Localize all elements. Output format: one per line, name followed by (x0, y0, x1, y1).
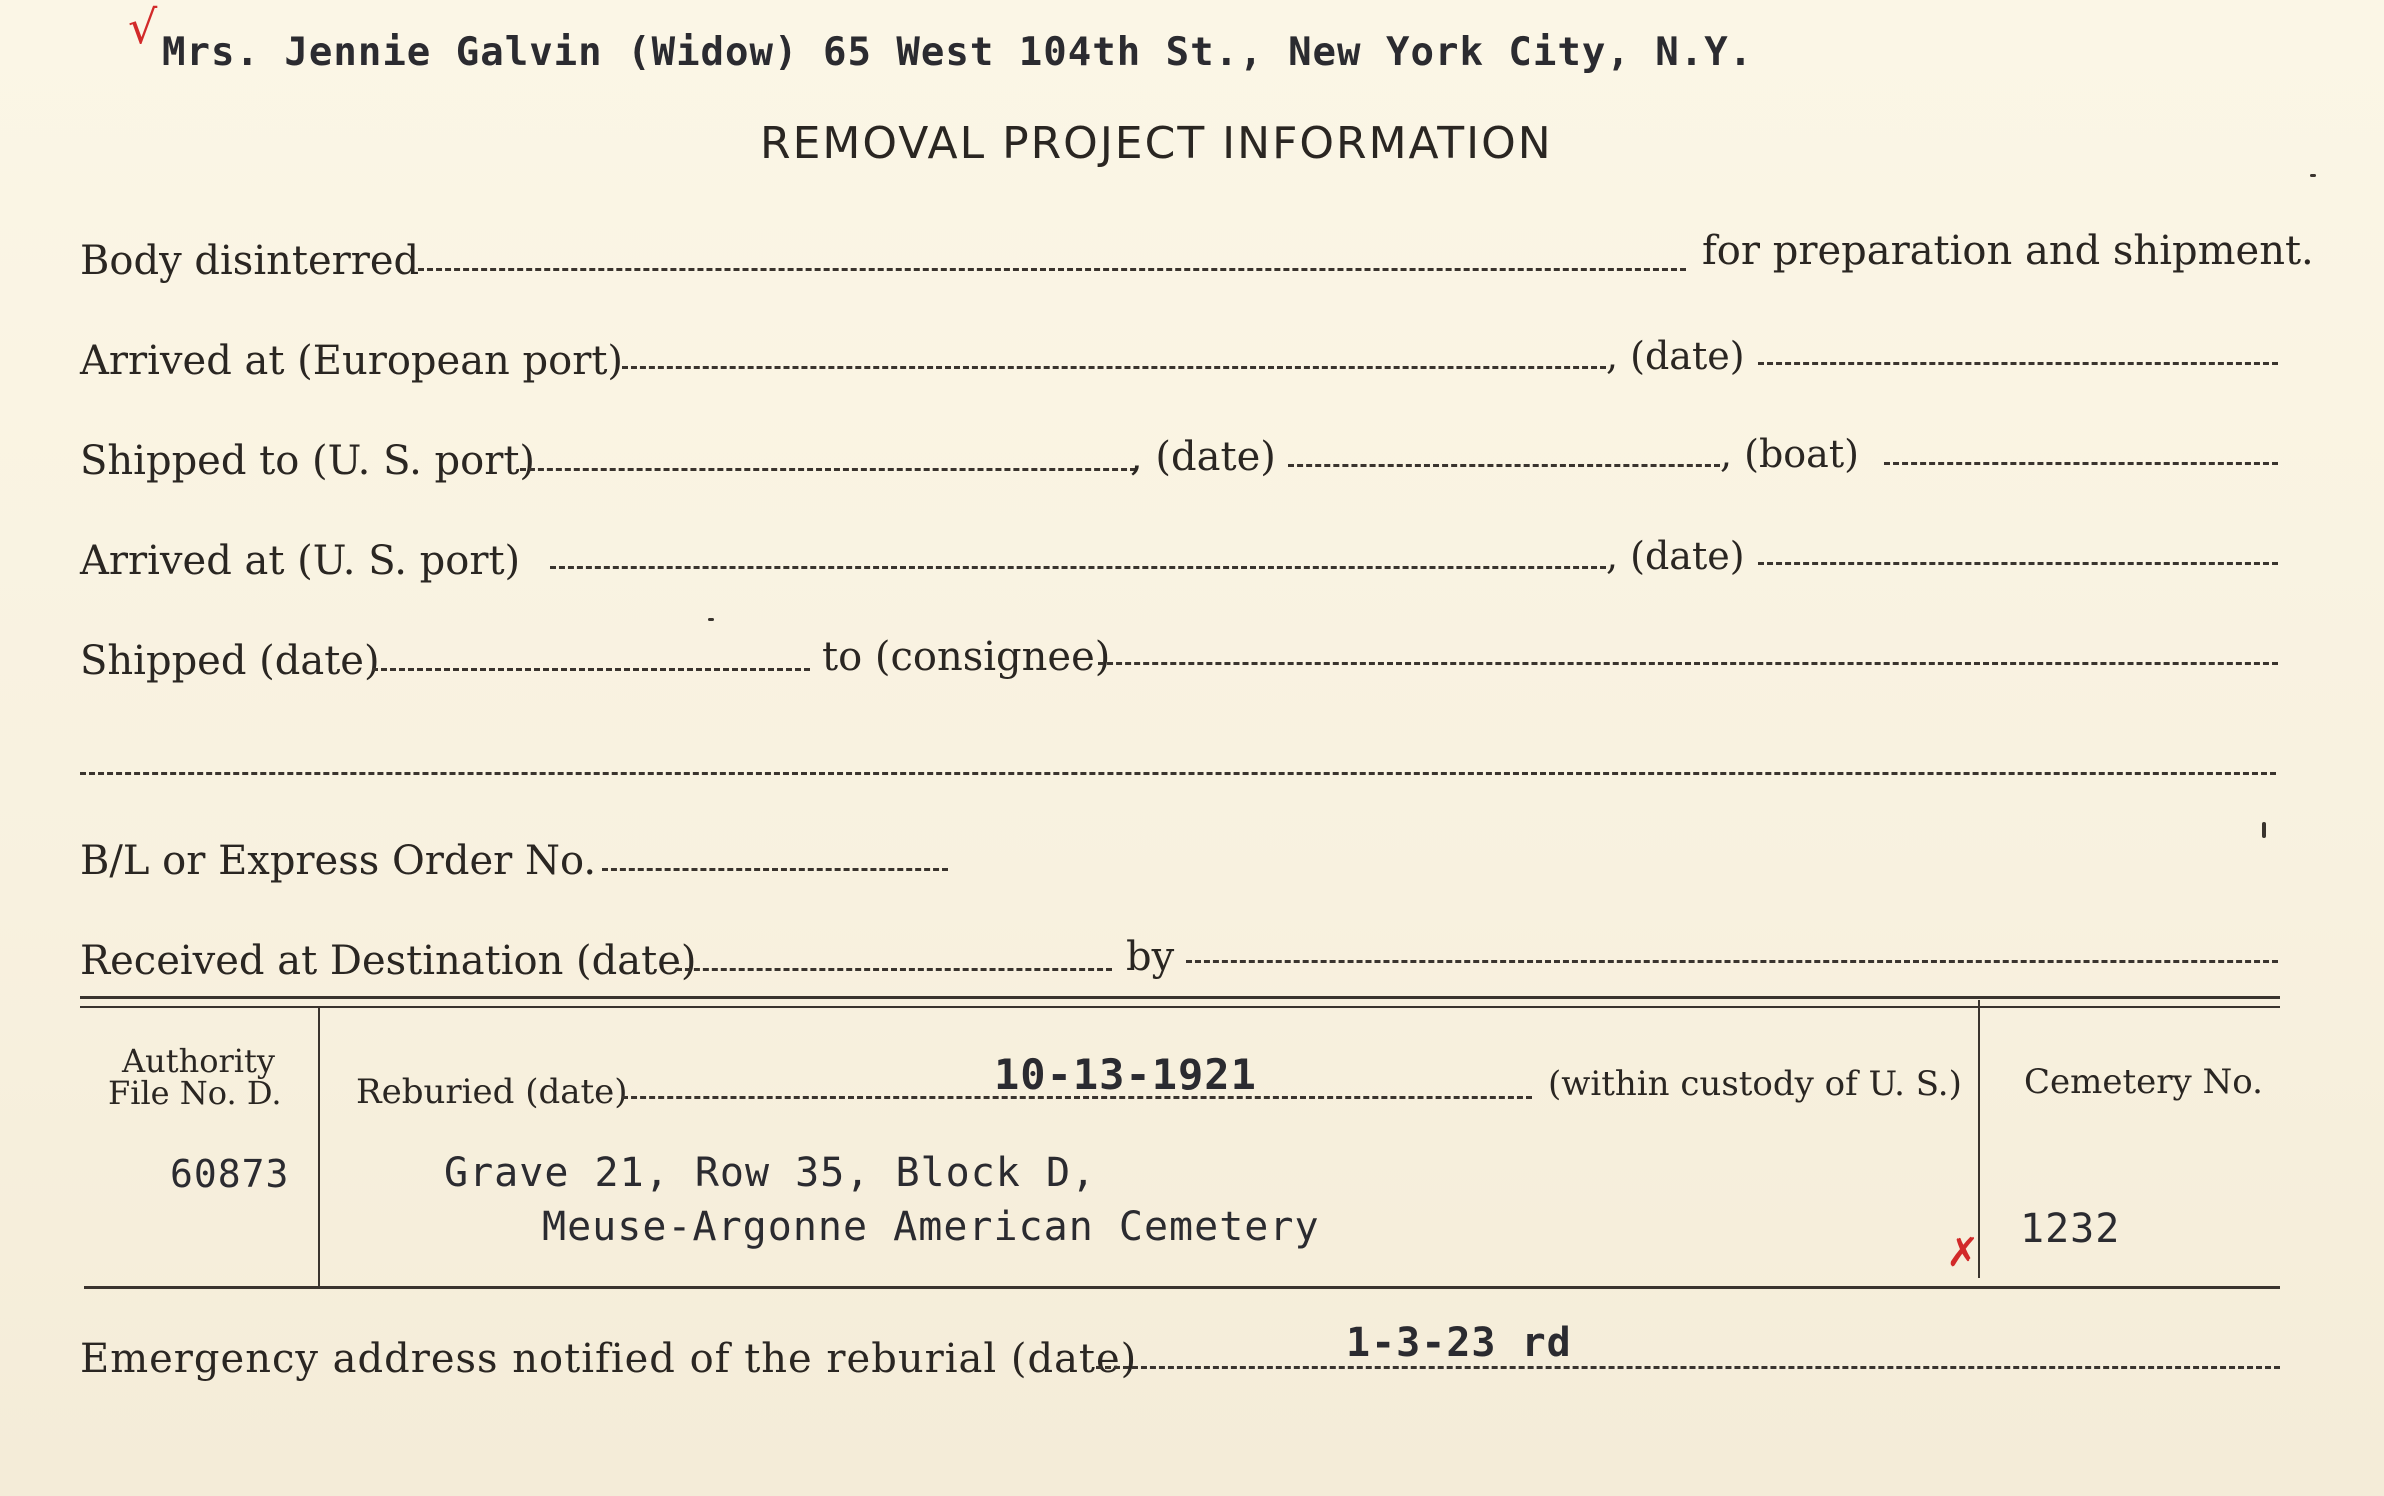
reburied-date-value: 10-13-1921 (994, 1050, 1257, 1099)
red-tick-icon: ✗ (1946, 1230, 1980, 1276)
authority-label-line1: Authority (122, 1042, 275, 1080)
paper-fleck (2310, 174, 2316, 177)
consignee-field[interactable] (1098, 662, 2278, 665)
shipped-us-field[interactable] (520, 468, 1136, 471)
body-disinterred-suffix: for preparation and shipment. (1702, 228, 2314, 274)
cemetery-no-value: 1232 (2020, 1206, 2121, 1252)
received-label: Received at Destination (date) (80, 938, 697, 984)
arrived-us-field[interactable] (550, 566, 1606, 569)
box-bottom-rule (84, 1286, 2280, 1289)
body-disinterred-field[interactable] (418, 268, 1686, 271)
shipped-us-date-label: , (date) (1130, 434, 1276, 480)
authority-value: 60873 (170, 1152, 290, 1196)
addressee-line: Mrs. Jennie Galvin (Widow) 65 West 104th St., New York City, N.Y. (162, 30, 1754, 75)
authority-label-line2: File No. D. (108, 1074, 282, 1112)
consignee-continuation-field[interactable] (80, 772, 2276, 775)
boat-field[interactable] (1884, 462, 2278, 465)
arrived-european-date-field[interactable] (1758, 362, 2278, 365)
shipped-us-date-field[interactable] (1288, 464, 1720, 467)
arrived-us-date-label: , (date) (1606, 534, 1745, 578)
box-left-divider (318, 1008, 320, 1286)
grave-location-line2: Meuse-Argonne American Cemetery (542, 1204, 1320, 1250)
bl-label: B/L or Express Order No. (80, 838, 597, 884)
paper-fleck (708, 618, 714, 621)
emergency-label: Emergency address notified of the reburial (date) (80, 1336, 1138, 1382)
custody-label: (within custody of U. S.) (1548, 1064, 1962, 1104)
check-mark-icon: √ (128, 0, 158, 54)
body-disinterred-label: Body disinterred (80, 238, 420, 284)
emergency-date-value: 1-3-23 rd (1346, 1320, 1572, 1366)
bl-field[interactable] (602, 868, 948, 871)
by-label: by (1126, 934, 1175, 980)
reburied-label: Reburied (date) (356, 1072, 628, 1112)
grave-location-line1: Grave 21, Row 35, Block D, (444, 1150, 1097, 1196)
received-by-field[interactable] (1186, 960, 2278, 963)
arrived-us-label: Arrived at (U. S. port) (80, 538, 521, 584)
boat-label: , (boat) (1720, 432, 1859, 476)
box-top-rule (80, 996, 2280, 999)
box-top-rule-inner (80, 1006, 2280, 1008)
consignee-label: to (consignee) (822, 634, 1111, 680)
page-title: REMOVAL PROJECT INFORMATION (760, 118, 1553, 169)
cemetery-no-label: Cemetery No. (2024, 1062, 2263, 1102)
arrived-us-date-field[interactable] (1758, 562, 2278, 565)
arrived-european-date-label: , (date) (1606, 334, 1745, 378)
paper-fleck (2262, 822, 2266, 838)
shipped-date-label: Shipped (date) (80, 638, 380, 684)
shipped-us-label: Shipped to (U. S. port) (80, 438, 535, 484)
arrived-european-label: Arrived at (European port) (80, 338, 624, 384)
shipped-date-field[interactable] (372, 668, 810, 671)
received-date-field[interactable] (676, 968, 1112, 971)
arrived-european-field[interactable] (622, 366, 1606, 369)
emergency-date-field[interactable] (1096, 1366, 2280, 1369)
